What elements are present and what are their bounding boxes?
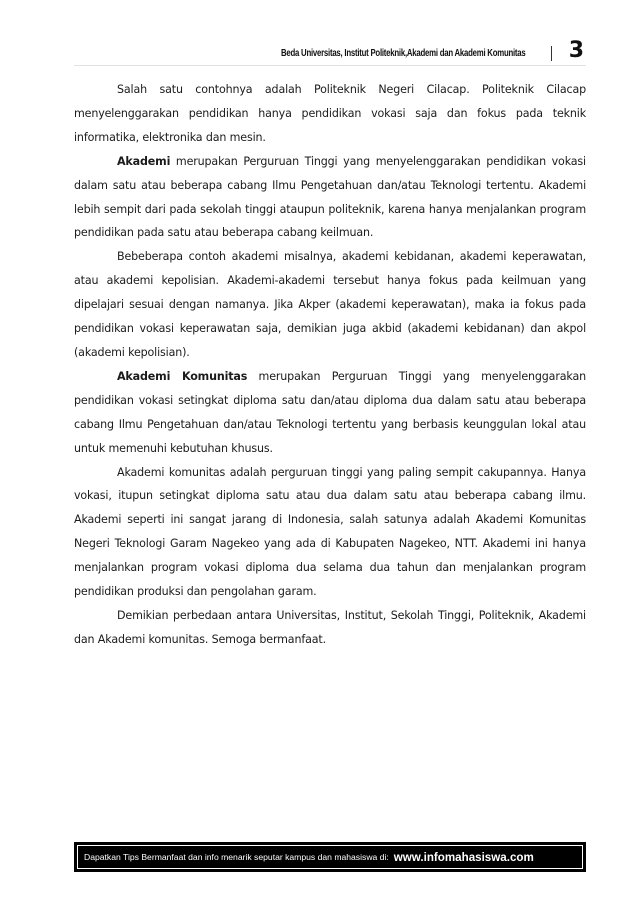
paragraph-text: merupakan Perguruan Tinggi yang menyelenggarakan pendidikan vokasi setingkat diploma satu dan/atau diploma dua dalam satu atau beberapa cabang Ilmu Pengetahuan dan/atau Teknologi tertentu yang berbasis keunggulan lokal atau untuk memenuhi kebutuhan khusus.	[74, 369, 586, 455]
footer-text: Dapatkan Tips Bermanfaat dan info menarik seputar kampus dan mahasiswa di:	[84, 852, 389, 862]
paragraph: Akademi komunitas adalah perguruan tinggi yang paling sempit cakupannya. Hanya vokasi, itupun setingkat diploma satu atau dua dalam satu atau beberapa cabang ilmu. Akademi seperti ini sangat jarang di Indonesia, salah satunya adalah Akademi Komunitas Negeri Teknologi Garam Nagekeo yang ada di Kabupaten Nagekeo, NTT. Akademi ini hanya menjalankan program vokasi diploma dua selama dua tahun dan menjalankan program pendidikan produksi dan pengolahan garam.	[74, 465, 586, 599]
page-number: 3	[568, 38, 584, 63]
paragraph	[74, 365, 586, 461]
paragraph: Bebeberapa contoh akademi misalnya, akademi kebidanan, akademi keperawatan, atau akademi kepolisian. Akademi-akademi tersebut hanya fokus pada keilmuan yang dipelajari sesuai dengan namanya. Jika Akper (akademi keperawatan), maka ia fokus pada pendidikan vokasi keperawatan saja, demikian juga akbid (akademi kebidanan) dan akpol (akademi kepolisian).	[74, 250, 586, 359]
term-akademi-komunitas: Akademi Komunitas	[117, 369, 248, 383]
paragraph	[74, 150, 586, 246]
paragraph: Demikian perbedaan antara Universitas, Institut, Sekolah Tinggi, Politeknik, Akademi dan Akademi komunitas. Semoga bermanfaat.	[74, 608, 586, 646]
page-header	[74, 36, 586, 66]
term-akademi: Akademi	[117, 154, 171, 168]
footer-frame	[77, 845, 583, 869]
document-body	[74, 78, 586, 652]
header-title: Beda Universitas, Institut Politeknik,Akademi dan Akademi Komunitas	[281, 48, 526, 59]
paragraph-text: merupakan Perguruan Tinggi yang menyelenggarakan pendidikan vokasi dalam satu atau beberapa cabang Ilmu Pengetahuan dan/atau Teknologi tertentu. Akademi lebih sempit dari pada sekolah tinggi ataupun politeknik, karena hanya menjalankan program pendidikan pada satu atau beberapa cabang keilmuan.	[74, 154, 586, 240]
header-separator	[551, 46, 552, 61]
footer-link[interactable]: www.infomahasiswa.com	[393, 850, 534, 864]
page-footer	[74, 842, 586, 872]
paragraph: Salah satu contohnya adalah Politeknik Negeri Cilacap. Politeknik Cilacap menyelenggarakan pendidikan hanya pendidikan vokasi saja dan fokus pada teknik informatika, elektronika dan mesin.	[74, 83, 586, 144]
